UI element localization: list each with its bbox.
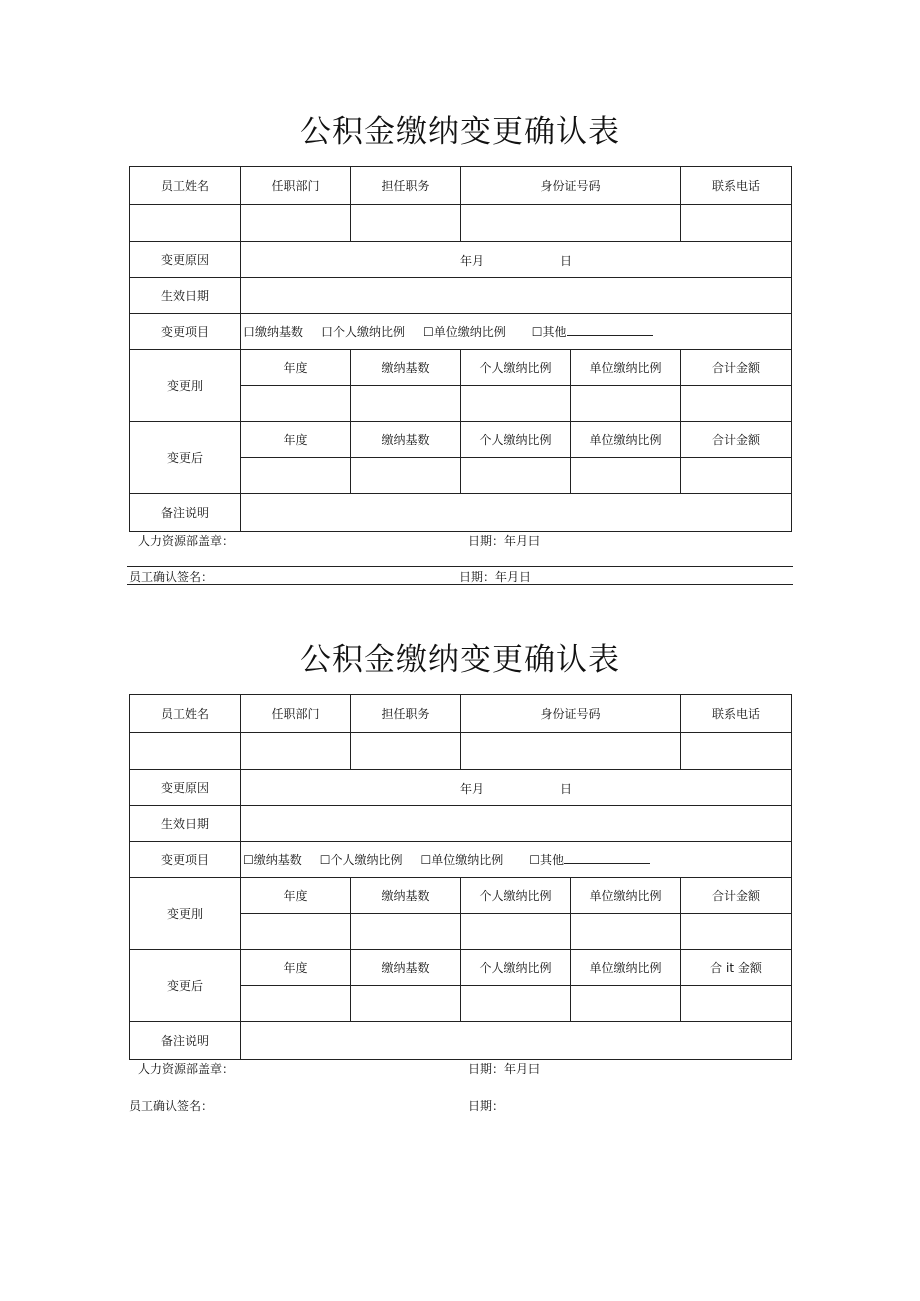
position-cell[interactable] [351,205,461,242]
option-other[interactable]: ☐其他 [529,853,565,867]
date-day: 日 [560,254,573,268]
other-blank-line[interactable] [564,853,650,864]
sub-header-total: 合 it 金额 [681,950,792,986]
before-change-label: 变更刖 [130,350,241,422]
before-personal-ratio-cell[interactable] [461,914,571,950]
employee-sign-label: 员工确认签名： [129,1099,214,1113]
after-change-label: 变更后 [130,950,241,1022]
date-day: 日 [560,782,573,796]
remarks-label: 备注说明 [130,494,241,532]
confirmation-table [129,694,792,1060]
before-change-label: 变更刖 [130,878,241,950]
sub-header-year: 年度 [241,422,351,458]
before-base-cell[interactable] [351,914,461,950]
form-title: 公积金缴纳变更确认表 [300,642,620,678]
option-personal-ratio[interactable]: ☐个人缴纳比例 [319,853,403,867]
after-year-cell[interactable] [241,458,351,494]
form-title: 公积金缴纳变更确认表 [300,114,620,150]
sub-header-base: 缴纳基数 [351,422,461,458]
after-total-cell[interactable] [681,458,792,494]
header-id-number: 身份证号码 [461,167,681,205]
header-id-number: 身份证号码 [461,695,681,733]
sub-header-personal-ratio: 个人缴纳比例 [461,350,571,386]
hr-stamp-label: 人力资源部盖章： [138,1062,235,1076]
change-reason-cell[interactable] [241,242,792,278]
sub-header-year: 年度 [241,878,351,914]
header-phone: 联系电话 [681,167,792,205]
position-cell[interactable] [351,733,461,770]
id-number-cell[interactable] [461,733,681,770]
confirmation-table [129,166,792,532]
change-items-label: 变更项目 [130,842,241,878]
remarks-cell[interactable] [241,494,792,532]
employee-sign-label: 员工确认签名： [129,570,214,584]
header-phone: 联系电话 [681,695,792,733]
sub-header-year: 年度 [241,350,351,386]
sub-header-personal-ratio: 个人缴纳比例 [461,878,571,914]
remarks-cell[interactable] [241,1022,792,1060]
employee-name-cell[interactable] [130,733,241,770]
sub-header-company-ratio: 单位缴纳比例 [571,878,681,914]
option-base[interactable]: 口缴纳基数 [243,325,304,339]
after-year-cell[interactable] [241,986,351,1022]
sub-header-year: 年度 [241,950,351,986]
change-reason-label: 变更原因 [130,770,241,806]
sub-header-total: 合计金额 [681,878,792,914]
employee-name-cell[interactable] [130,205,241,242]
option-base[interactable]: ☐缴纳基数 [243,853,302,867]
sub-header-base: 缴纳基数 [351,950,461,986]
header-employee-name: 员工姓名 [130,695,241,733]
option-company-ratio[interactable]: ☐单位缴纳比例 [423,325,506,339]
effective-date-cell[interactable] [241,278,792,314]
sub-header-company-ratio: 单位缴纳比例 [571,350,681,386]
sub-header-company-ratio: 单位缴纳比例 [571,950,681,986]
hr-date-label: 日期：年月曰 [468,1062,541,1076]
sub-header-total: 合计金额 [681,350,792,386]
header-department: 任职部门 [241,167,351,205]
after-base-cell[interactable] [351,986,461,1022]
effective-date-cell[interactable] [241,806,792,842]
divider-line [127,566,793,567]
option-other[interactable]: ☐其他 [531,325,567,339]
header-position: 担任职务 [351,695,461,733]
after-company-ratio-cell[interactable] [571,458,681,494]
phone-cell[interactable] [681,733,792,770]
header-employee-name: 员工姓名 [130,167,241,205]
date-year-month: 年月 [460,782,485,796]
after-personal-ratio-cell[interactable] [461,458,571,494]
effective-date-label: 生效日期 [130,806,241,842]
hr-stamp-label: 人力资源部盖章： [138,534,235,548]
header-position: 担任职务 [351,167,461,205]
before-total-cell[interactable] [681,386,792,422]
hr-date-label: 日期：年月曰 [468,534,541,548]
before-total-cell[interactable] [681,914,792,950]
sub-header-personal-ratio: 个人缴纳比例 [461,422,571,458]
other-blank-line[interactable] [567,325,653,336]
date-year-month: 年月 [460,254,485,268]
sub-header-personal-ratio: 个人缴纳比例 [461,950,571,986]
change-items-label: 变更项目 [130,314,241,350]
change-reason-cell[interactable] [241,770,792,806]
sub-header-total: 合计金额 [681,422,792,458]
remarks-label: 备注说明 [130,1022,241,1060]
after-total-cell[interactable] [681,986,792,1022]
sub-header-company-ratio: 单位缴纳比例 [571,422,681,458]
department-cell[interactable] [241,205,351,242]
before-personal-ratio-cell[interactable] [461,386,571,422]
change-reason-label: 变更原因 [130,242,241,278]
sub-header-base: 缴纳基数 [351,350,461,386]
after-company-ratio-cell[interactable] [571,986,681,1022]
before-year-cell[interactable] [241,386,351,422]
effective-date-label: 生效日期 [130,278,241,314]
divider-line [127,584,793,585]
after-personal-ratio-cell[interactable] [461,986,571,1022]
phone-cell[interactable] [681,205,792,242]
before-company-ratio-cell[interactable] [571,914,681,950]
after-base-cell[interactable] [351,458,461,494]
employee-date-label: 日期：年月日 [459,570,532,584]
change-items-options [241,842,792,878]
option-personal-ratio[interactable]: 口个人缴纳比例 [321,325,406,339]
before-company-ratio-cell[interactable] [571,386,681,422]
header-department: 任职部门 [241,695,351,733]
employee-date-label: 日期： [468,1099,505,1113]
after-change-label: 变更后 [130,422,241,494]
before-year-cell[interactable] [241,914,351,950]
id-number-cell[interactable] [461,205,681,242]
change-items-options [241,314,792,350]
sub-header-base: 缴纳基数 [351,878,461,914]
before-base-cell[interactable] [351,386,461,422]
option-company-ratio[interactable]: ☐单位缴纳比例 [420,853,504,867]
department-cell[interactable] [241,733,351,770]
